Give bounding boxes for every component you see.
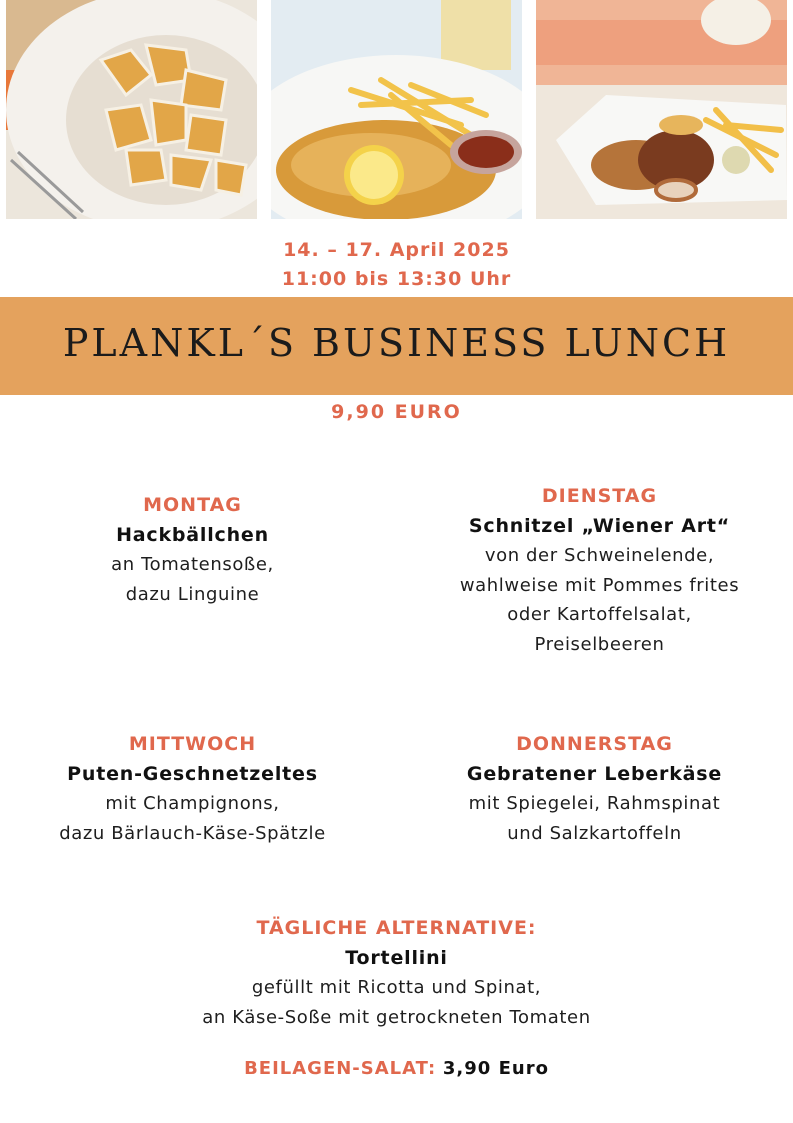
kaiserschmarrn-photo (6, 0, 257, 219)
dish-name: Gebratener Leberkäse (466, 762, 723, 785)
day-heading: DONNERSTAG (516, 733, 673, 755)
menu-day-monday (20, 491, 365, 609)
daily-alternative (0, 914, 793, 1032)
dish-description-line: oder Kartoffelsalat, (507, 604, 692, 625)
menu-day-wednesday (20, 730, 365, 848)
banner-title: PLANKL´S BUSINESS LUNCH (62, 321, 731, 365)
side-salad-price: 3,90 Euro (442, 1058, 549, 1079)
plate-with-fries-photo (536, 0, 787, 219)
menu-day-tuesday (412, 482, 787, 659)
dish-name: Schnitzel „Wiener Art“ (468, 514, 731, 537)
dish-description-line: wahlweise mit Pommes frites (459, 574, 740, 596)
dish-description-line: dazu Linguine (125, 583, 260, 605)
dish-name: Tortellini (345, 946, 448, 969)
schnitzel-photo (271, 0, 522, 219)
menu-day-thursday (412, 730, 777, 848)
date-range: 14. – 17. April 2025 (283, 239, 510, 261)
day-heading: DIENSTAG (541, 485, 658, 507)
dish-description-line: mit Spiegelei, Rahmspinat (468, 793, 721, 814)
photo-row (6, 0, 787, 219)
dish-name: Hackbällchen (116, 523, 269, 546)
dish-description-line: an Tomatensoße, (111, 554, 274, 575)
time-range: 11:00 bis 13:30 Uhr (281, 268, 512, 290)
side-salad (0, 1058, 793, 1079)
dish-description-line: dazu Bärlauch-Käse-Spätzle (59, 822, 326, 844)
alternative-heading: TÄGLICHE ALTERNATIVE: (256, 917, 537, 939)
dish-description-line: mit Champignons, (105, 793, 280, 814)
dish-name: Puten-Geschnetzeltes (67, 762, 318, 785)
dish-description-line: Preiselbeeren (534, 633, 665, 655)
menu-price: 9,90 EURO (331, 401, 462, 423)
day-heading: MONTAG (143, 494, 242, 516)
dish-description-line: an Käse-Soße mit getrockneten Tomaten (202, 1006, 591, 1028)
dish-description-line: gefüllt mit Ricotta und Spinat, (251, 977, 542, 998)
dish-description-line: von der Schweinelende, (484, 545, 715, 566)
dish-description-line: und Salzkartoffeln (507, 822, 682, 844)
side-salad-label: BEILAGEN-SALAT: (244, 1058, 437, 1079)
title-banner (0, 297, 793, 395)
date-time-header (0, 236, 793, 294)
day-heading: MITTWOCH (128, 733, 257, 755)
